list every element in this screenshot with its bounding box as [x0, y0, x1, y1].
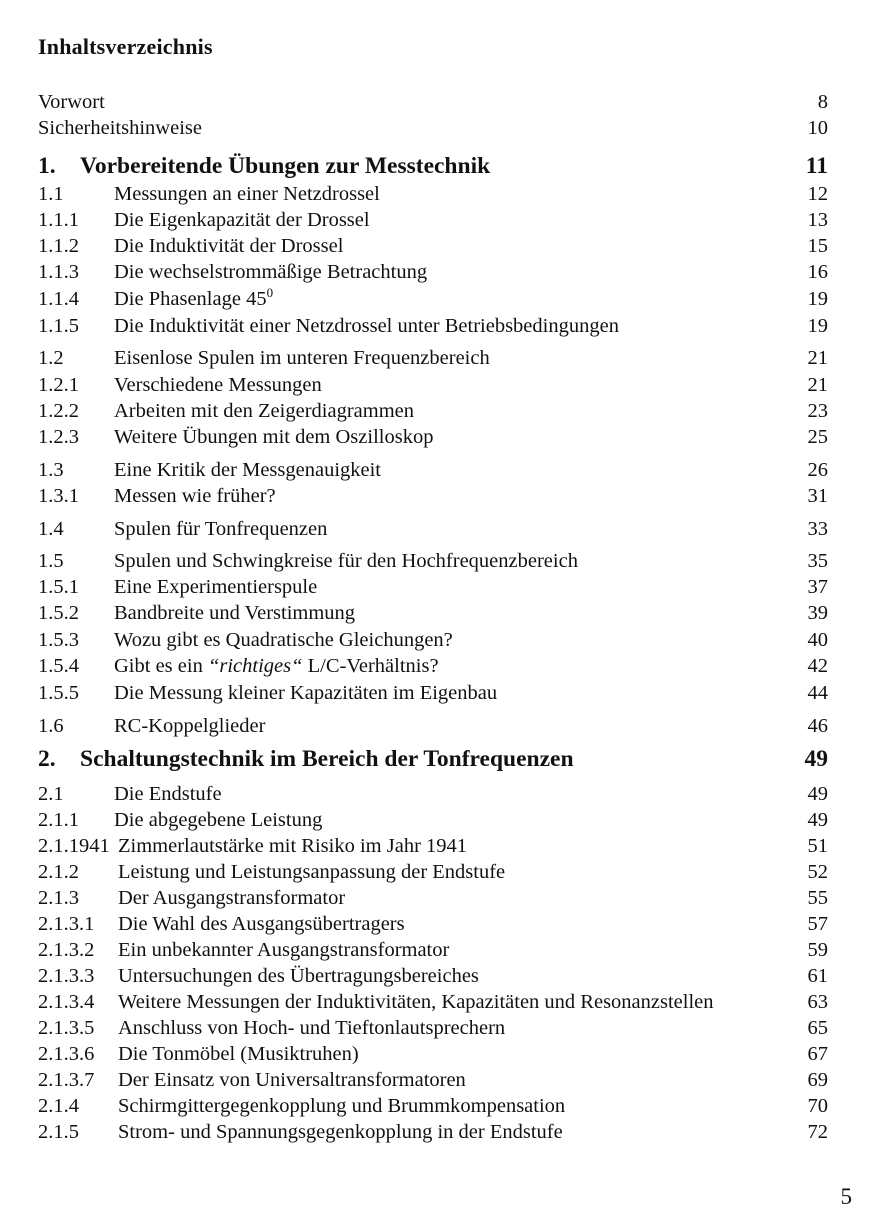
toc-entry-page: 12 — [807, 183, 828, 205]
toc-entry-title: RC-Koppelglieder — [114, 715, 266, 737]
toc-entry[interactable] — [38, 574, 828, 600]
toc-entry-number: 1.4 — [38, 518, 64, 540]
toc-entry-page: 44 — [807, 682, 828, 704]
toc-entry-title: Leistung und Leistungsanpassung der Endstufe — [118, 861, 506, 883]
toc-entry[interactable] — [38, 483, 828, 509]
toc-entry-title-text: L/C-Verhältnis? — [302, 655, 439, 677]
toc-entry[interactable] — [38, 233, 828, 259]
toc-entry[interactable] — [38, 207, 828, 233]
toc-entry-number: 2.1.3.2 — [38, 939, 95, 961]
toc-entry-number: 1.2 — [38, 347, 64, 369]
toc-entry-title: Untersuchungen des Übertragungsbereiches — [118, 965, 479, 987]
toc-entry[interactable] — [38, 859, 828, 885]
toc-entry-number: 1.5.1 — [38, 576, 79, 598]
toc-entry-number: 1.1.4 — [38, 288, 79, 310]
toc-entry-page: 37 — [807, 576, 828, 598]
toc-entry-title: Weitere Übungen mit dem Oszilloskop — [114, 426, 434, 448]
toc-entry-page: 51 — [807, 835, 828, 857]
toc-entry-number: 1.1.1 — [38, 209, 79, 231]
toc-entry[interactable] — [38, 627, 828, 653]
toc-entry-title: Wozu gibt es Quadratische Gleichungen? — [114, 629, 453, 651]
toc-entry[interactable] — [38, 516, 828, 542]
toc-entry[interactable] — [38, 937, 828, 963]
toc-entry-number: 1.6 — [38, 715, 64, 737]
toc-entry[interactable] — [38, 833, 828, 859]
toc-entry-title: Anschluss von Hoch- und Tieftonlautsprechern — [118, 1017, 506, 1039]
toc-entry-page: 52 — [807, 861, 828, 883]
toc-entry-page: 31 — [807, 485, 828, 507]
toc-entry-page: 19 — [807, 288, 828, 310]
toc-entry[interactable] — [38, 680, 828, 706]
toc-entry[interactable] — [38, 313, 828, 339]
toc-entry-title: Arbeiten mit den Zeigerdiagrammen — [114, 400, 414, 422]
toc-entry[interactable] — [38, 372, 828, 398]
toc-entry[interactable] — [38, 398, 828, 424]
toc-entry-title: Vorwort — [38, 91, 105, 113]
toc-entry-number: 1.2.1 — [38, 374, 79, 396]
toc-entry[interactable] — [38, 548, 828, 574]
toc-entry-number: 1.3 — [38, 459, 64, 481]
toc-entry-title: Die Messung kleiner Kapazitäten im Eigenbau — [114, 682, 498, 704]
toc-entry-page: 8 — [817, 91, 828, 113]
toc-entry-number: 1.1 — [38, 183, 64, 205]
toc-chapter-1[interactable] — [38, 151, 828, 181]
toc-entry-page: 40 — [807, 629, 828, 651]
toc-entry-page: 33 — [807, 518, 828, 540]
toc-entry-page: 11 — [805, 153, 828, 179]
toc-entry[interactable] — [38, 963, 828, 989]
toc-entry-page: 57 — [807, 913, 828, 935]
toc-entry-title: Die Induktivität der Drossel — [114, 235, 344, 257]
toc-entry-title: Spulen für Tonfrequenzen — [114, 518, 328, 540]
toc-entry-page: 70 — [807, 1095, 828, 1117]
toc-entry-title: Die Induktivität einer Netzdrossel unter Betriebsbedingungen — [114, 315, 619, 337]
toc-entry-number: 1.5 — [38, 550, 64, 572]
toc-entry[interactable] — [38, 885, 828, 911]
toc-entry-number: 2.1.1 — [38, 809, 79, 831]
toc-entry-page: 63 — [807, 991, 828, 1013]
toc-entry-title: Bandbreite und Verstimmung — [114, 602, 356, 624]
toc-entry-title: Die wechselstrommäßige Betrachtung — [114, 261, 428, 283]
toc-entry-title: Strom- und Spannungsgegenkopplung in der Endstufe — [118, 1121, 563, 1143]
toc-entry-number: 1.5.2 — [38, 602, 79, 624]
toc-entry-title: Die Eigenkapazität der Drossel — [114, 209, 370, 231]
toc-entry-title: Die Endstufe — [114, 783, 222, 805]
toc-entry-page: 42 — [807, 655, 828, 677]
toc-entry-number: 1.5.3 — [38, 629, 79, 651]
toc-entry-title: Sicherheitshinweise — [38, 117, 202, 139]
toc-entry[interactable] — [38, 457, 828, 483]
toc-entry-page: 49 — [807, 783, 828, 805]
toc-entry-page: 25 — [807, 426, 828, 448]
toc-entry-number: 2.1.2 — [38, 861, 79, 883]
toc-entry-title — [114, 653, 439, 679]
toc-entry-page: 26 — [807, 459, 828, 481]
toc-entry-title: Verschiedene Messungen — [114, 374, 322, 396]
toc-entry[interactable] — [38, 1067, 828, 1093]
toc-entry-page: 69 — [807, 1069, 828, 1091]
toc-entry-page: 46 — [807, 715, 828, 737]
toc-entry-title: Die abgegebene Leistung — [114, 809, 323, 831]
toc-entry-page: 49 — [804, 746, 828, 772]
toc-chapter-2[interactable] — [38, 744, 828, 774]
toc-entry-page: 23 — [807, 400, 828, 422]
toc-entry-page: 67 — [807, 1043, 828, 1065]
toc-entry-page: 35 — [807, 550, 828, 572]
toc-entry-number: 2.1 — [38, 783, 64, 805]
toc-entry-title-text: Gibt es ein — [114, 655, 208, 677]
toc-entry[interactable] — [38, 911, 828, 937]
toc-entry-title: Ein unbekannter Ausgangstransformator — [118, 939, 450, 961]
toc-entry[interactable] — [38, 1119, 828, 1145]
toc-entry-vorwort[interactable] — [38, 89, 828, 115]
toc-entry-number: 2.1.3.5 — [38, 1017, 95, 1039]
toc-entry-number: 1.3.1 — [38, 485, 79, 507]
toc-entry-title: Schirmgittergegenkopplung und Brummkompensation — [118, 1095, 566, 1117]
toc-entry-page: 13 — [807, 209, 828, 231]
toc-entry-title: Spulen und Schwingkreise für den Hochfrequenzbereich — [114, 550, 578, 572]
toc-entry[interactable] — [38, 781, 828, 807]
toc-entry-number: 2.1.1941 — [38, 835, 110, 857]
toc-entry[interactable] — [38, 713, 828, 739]
toc-entry-page: 19 — [807, 315, 828, 337]
toc-entry-title: Die Tonmöbel (Musiktruhen) — [118, 1043, 359, 1065]
toc-entry-number: 1.2.2 — [38, 400, 79, 422]
toc-entry-page: 39 — [807, 602, 828, 624]
toc-entry-page: 72 — [807, 1121, 828, 1143]
toc-entry-page: 16 — [807, 261, 828, 283]
toc-entry-number: 2.1.3.6 — [38, 1043, 95, 1065]
emphasized-text: “richtiges“ — [207, 655, 303, 677]
toc-entry-title: Der Einsatz von Universaltransformatoren — [118, 1069, 466, 1091]
toc-entry-title: Der Ausgangstransformator — [118, 887, 346, 909]
toc-entry-page: 10 — [807, 117, 828, 139]
toc-entry-number: 1. — [38, 153, 56, 179]
toc-entry-page: 15 — [807, 235, 828, 257]
toc-entry[interactable] — [38, 286, 828, 312]
toc-entry-page: 61 — [807, 965, 828, 987]
toc-entry[interactable] — [38, 989, 828, 1015]
toc-entry-title: Eisenlose Spulen im unteren Frequenzbereich — [114, 347, 490, 369]
toc-entry-sicherheitshinweise[interactable] — [38, 115, 828, 141]
toc-entry-number: 1.1.2 — [38, 235, 79, 257]
toc-entry-number: 2.1.3 — [38, 887, 79, 909]
toc-entry[interactable] — [38, 345, 828, 371]
toc-entry-title: Die Wahl des Ausgangsübertragers — [118, 913, 405, 935]
toc-entry-title: Vorbereitende Übungen zur Messtechnik — [80, 153, 491, 179]
toc-entry-title — [114, 286, 273, 312]
toc-entry[interactable] — [38, 424, 828, 450]
toc-entry-page: 21 — [807, 374, 828, 396]
toc-entry[interactable] — [38, 653, 828, 679]
toc-entry-page: 55 — [807, 887, 828, 909]
toc-entry-number: 1.1.5 — [38, 315, 79, 337]
toc-entry-title: Zimmerlautstärke mit Risiko im Jahr 1941 — [118, 835, 468, 857]
toc-entry-number: 2.1.4 — [38, 1095, 79, 1117]
toc-entry-title: Eine Experimentierspule — [114, 576, 318, 598]
toc-entry-number: 1.5.4 — [38, 655, 79, 677]
toc-entry-title: Messungen an einer Netzdrossel — [114, 183, 380, 205]
toc-entry-title-text: Die Phasenlage 45 — [114, 288, 267, 310]
toc-entry[interactable] — [38, 259, 828, 285]
toc-entry[interactable] — [38, 181, 828, 207]
toc-entry[interactable] — [38, 1093, 828, 1119]
toc-entry-page: 21 — [807, 347, 828, 369]
toc-entry[interactable] — [38, 807, 828, 833]
toc-entry-number: 1.2.3 — [38, 426, 79, 448]
toc-entry-number: 1.1.3 — [38, 261, 79, 283]
toc-entry-page: 49 — [807, 809, 828, 831]
toc-entry-number: 2.1.3.4 — [38, 991, 95, 1013]
toc-entry-title: Schaltungstechnik im Bereich der Tonfrequenzen — [80, 746, 574, 772]
toc-entry-number: 2. — [38, 746, 56, 772]
toc-entry[interactable] — [38, 1041, 828, 1067]
superscript: 0 — [266, 285, 274, 301]
page-number: 5 — [840, 1184, 852, 1209]
toc-entry-title: Messen wie früher? — [114, 485, 276, 507]
toc-entry[interactable] — [38, 600, 828, 626]
toc-entry-page: 59 — [807, 939, 828, 961]
toc-entry-number: 2.1.3.3 — [38, 965, 95, 987]
toc-entry-number: 2.1.3.7 — [38, 1069, 95, 1091]
page-title: Inhaltsverzeichnis — [38, 34, 213, 59]
toc-entry-number: 2.1.3.1 — [38, 913, 95, 935]
toc-entry[interactable] — [38, 1015, 828, 1041]
toc-entry-number: 2.1.5 — [38, 1121, 79, 1143]
toc-entry-number: 1.5.5 — [38, 682, 79, 704]
toc-entry-title: Weitere Messungen der Induktivitäten, Kapazitäten und Resonanzstellen — [118, 991, 714, 1013]
toc-entry-page: 65 — [807, 1017, 828, 1039]
toc-entry-title: Eine Kritik der Messgenauigkeit — [114, 459, 382, 481]
